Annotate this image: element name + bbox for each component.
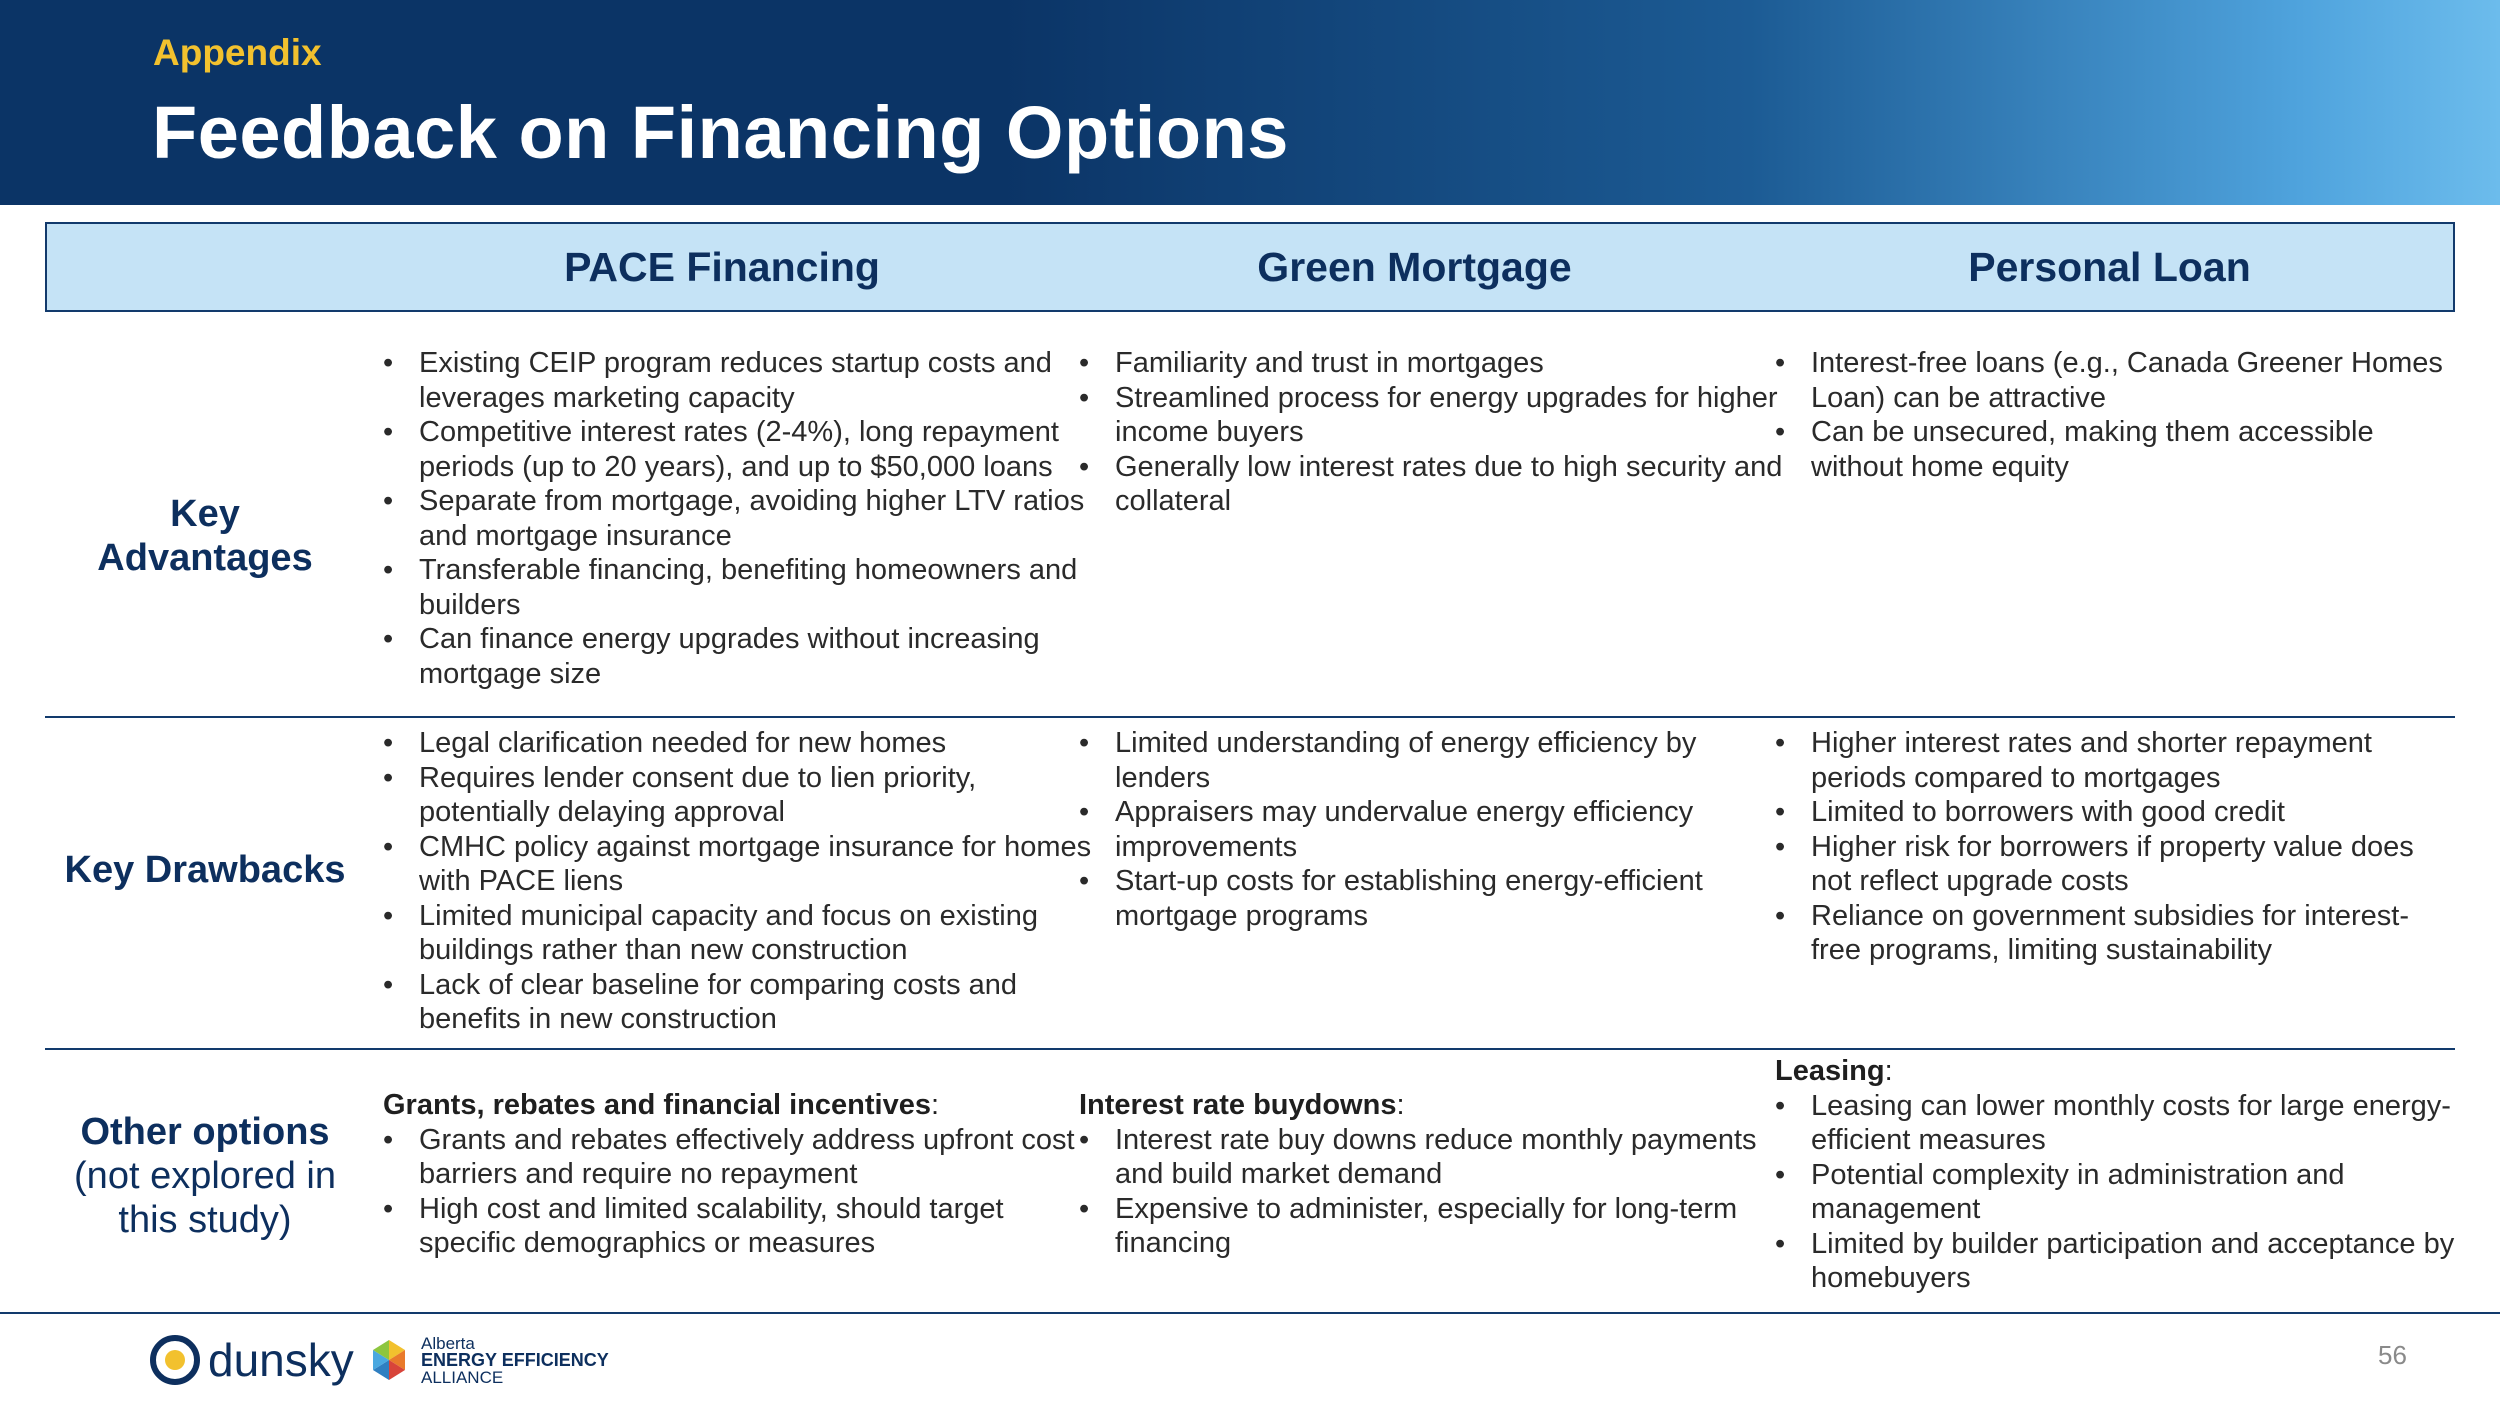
bullet-marker: • bbox=[1079, 347, 1090, 379]
list-item-text: Requires lender consent due to lien priority, potentially delaying approval bbox=[419, 761, 977, 828]
list-item bbox=[383, 968, 1093, 1037]
list-item bbox=[1079, 726, 1789, 795]
list-item-text: Expensive to administer, especially for long-term financing bbox=[1115, 1192, 1738, 1259]
list-item-text: Higher risk for borrowers if property value does not reflect upgrade costs bbox=[1811, 830, 2414, 897]
list-item-text: Familiarity and trust in mortgages bbox=[1115, 347, 1544, 379]
list-item-text: Separate from mortgage, avoiding higher LTV ratios and mortgage insurance bbox=[419, 485, 1085, 552]
bullet-marker: • bbox=[1079, 727, 1090, 759]
list-item bbox=[383, 415, 1093, 484]
list-item-text: Potential complexity in administration and management bbox=[1811, 1158, 2345, 1225]
aeea-logo-line: Alberta bbox=[421, 1333, 475, 1353]
comparison-table bbox=[45, 222, 2455, 1294]
list-item-text: Limited municipal capacity and focus on existing buildings rather than new construction bbox=[419, 899, 1038, 966]
list-item bbox=[1775, 726, 2455, 795]
aeea-logo-icon bbox=[365, 1336, 413, 1384]
list-item bbox=[383, 726, 1093, 761]
cell-pace-drawbacks bbox=[383, 726, 1093, 1037]
row-label-main: Other options bbox=[80, 1111, 330, 1153]
bullet-marker: • bbox=[1079, 865, 1090, 897]
list-item-text: Limited to borrowers with good credit bbox=[1811, 796, 2285, 828]
column-header-personal-loan: Personal Loan bbox=[1968, 244, 2251, 290]
cell-mortgage-other: Interest rate buydowns: • Interest rate buy downs reduce monthly payments and build market demand • Expensive to administer, especially for long-term financing bbox=[1079, 1088, 1789, 1261]
list-item bbox=[1079, 795, 1789, 864]
bullet-marker: • bbox=[383, 485, 394, 517]
list-item-text: Start-up costs for establishing energy-efficient mortgage programs bbox=[1115, 865, 1703, 932]
bullet-marker: • bbox=[1775, 1158, 1786, 1191]
header-banner bbox=[0, 0, 2500, 205]
bullet-marker: • bbox=[1775, 1089, 1786, 1122]
dunsky-logo-icon bbox=[150, 1335, 200, 1385]
bullet-marker: • bbox=[1775, 1227, 1786, 1260]
cell-mortgage-drawbacks bbox=[1079, 726, 1789, 933]
aeea-logo-line: ENERGY EFFICIENCY bbox=[421, 1349, 609, 1370]
bullet-marker: • bbox=[383, 899, 394, 932]
row-label-drawbacks: Key Drawbacks bbox=[64, 849, 346, 891]
list-item-text: Transferable financing, benefiting homeowners and builders bbox=[419, 554, 1078, 621]
list-item-text: Leasing can lower monthly costs for large energy-efficient measures bbox=[1811, 1089, 2451, 1156]
list-item-text: Reliance on government subsidies for interest-free programs, limiting sustainability bbox=[1811, 899, 2410, 966]
list-item bbox=[383, 553, 1093, 622]
footer-divider bbox=[0, 1312, 2500, 1314]
list-item-text: Legal clarification needed for new homes bbox=[419, 727, 947, 759]
list-item bbox=[1079, 1123, 1789, 1192]
page-title: Feedback on Financing Options bbox=[152, 91, 1289, 174]
bullet-marker: • bbox=[1775, 830, 1786, 863]
aeea-logo-text bbox=[421, 1335, 609, 1386]
table-row-other-options bbox=[45, 1050, 2455, 1312]
list-item-text: Grants and rebates effectively address upfront cost barriers and require no repayment bbox=[419, 1123, 1075, 1190]
list-item bbox=[1775, 1158, 2455, 1227]
list-item-text: CMHC policy against mortgage insurance for homes with PACE liens bbox=[419, 830, 1092, 897]
list-item bbox=[1079, 450, 1789, 519]
aeea-logo-line: ALLIANCE bbox=[421, 1367, 504, 1387]
column-header-pace: PACE Financing bbox=[564, 244, 880, 290]
bullet-marker: • bbox=[1775, 727, 1786, 759]
list-item bbox=[383, 1123, 1093, 1192]
bullet-marker: • bbox=[383, 727, 394, 759]
list-item bbox=[1079, 381, 1789, 450]
list-item bbox=[1079, 864, 1789, 933]
cell-pace-advantages bbox=[383, 346, 1093, 691]
list-item bbox=[1775, 1089, 2455, 1158]
table-header-row bbox=[45, 222, 2455, 312]
bullet-marker: • bbox=[383, 554, 394, 586]
cell-loan-other: Leasing: • Leasing can lower monthly costs for large energy-efficient measures • Potential complexity in administration and management • Limited by builder participation and acceptance by homebuyers bbox=[1775, 1055, 2455, 1294]
aeea-logo bbox=[365, 1328, 609, 1392]
list-item-text: Competitive interest rates (2-4%), long repayment periods (up to 20 years), and up to $50,000 loans bbox=[419, 416, 1059, 483]
bullet-marker: • bbox=[1775, 347, 1786, 379]
bullet-marker: • bbox=[1775, 899, 1786, 932]
bullet-marker: • bbox=[1079, 381, 1090, 414]
list-item-text: Limited understanding of energy efficiency by lenders bbox=[1115, 727, 1697, 794]
list-item bbox=[383, 761, 1093, 830]
list-item-text: Higher interest rates and shorter repayment periods compared to mortgages bbox=[1811, 727, 2372, 794]
bullet-marker: • bbox=[383, 1192, 394, 1225]
row-label-advantages bbox=[45, 492, 365, 580]
list-item-text: Interest rate buy downs reduce monthly payments and build market demand bbox=[1115, 1123, 1757, 1190]
bullet-marker: • bbox=[1775, 796, 1786, 828]
bullet-marker: • bbox=[383, 347, 394, 379]
bullet-marker: • bbox=[1079, 1123, 1090, 1156]
bullet-marker: • bbox=[1079, 1192, 1090, 1225]
row-label-other-options bbox=[45, 1110, 365, 1242]
row-label-line: Key bbox=[170, 493, 240, 535]
section-label: Appendix bbox=[153, 32, 322, 73]
list-item bbox=[1775, 899, 2455, 968]
cell-heading: Leasing bbox=[1775, 1055, 1885, 1087]
list-item bbox=[1775, 795, 2455, 830]
list-item bbox=[383, 622, 1093, 691]
list-item-text: Can be unsecured, making them accessible without home equity bbox=[1811, 416, 2374, 483]
list-item-text: Lack of clear baseline for comparing costs and benefits in new construction bbox=[419, 968, 1018, 1035]
bullet-marker: • bbox=[383, 968, 394, 1001]
cell-mortgage-advantages bbox=[1079, 346, 1789, 519]
list-item bbox=[383, 346, 1093, 415]
list-item-text: High cost and limited scalability, should target specific demographics or measures bbox=[419, 1192, 1004, 1259]
cell-heading: Grants, rebates and financial incentives bbox=[383, 1089, 931, 1121]
table-row-drawbacks bbox=[45, 718, 2455, 1050]
list-item bbox=[383, 899, 1093, 968]
bullet-marker: • bbox=[383, 1123, 394, 1156]
list-item-text: Can finance energy upgrades without increasing mortgage size bbox=[419, 623, 1040, 690]
list-item bbox=[1775, 1227, 2455, 1296]
list-item bbox=[1079, 1192, 1789, 1261]
dunsky-logo-text: dunsky bbox=[208, 1334, 354, 1386]
column-header-green-mortgage: Green Mortgage bbox=[1257, 244, 1572, 290]
cell-pace-other: Grants, rebates and financial incentives: • Grants and rebates effectively address upfront cost barriers and require no repayment • High cost and limited scalability, should target specific demographics or measures bbox=[383, 1088, 1093, 1261]
bullet-marker: • bbox=[1775, 416, 1786, 448]
row-label-sub: (not explored in this study) bbox=[74, 1155, 336, 1241]
cell-loan-advantages bbox=[1775, 346, 2455, 484]
page-number: 56 bbox=[2378, 1340, 2407, 1370]
dunsky-logo bbox=[150, 1330, 354, 1390]
list-item-text: Streamlined process for energy upgrades for higher income buyers bbox=[1115, 381, 1778, 448]
list-item bbox=[1079, 346, 1789, 381]
list-item bbox=[383, 1192, 1093, 1261]
list-item bbox=[1775, 830, 2455, 899]
list-item-text: Interest-free loans (e.g., Canada Greener Homes Loan) can be attractive bbox=[1811, 347, 2443, 414]
bullet-marker: • bbox=[1079, 450, 1090, 483]
row-label-line: Advantages bbox=[97, 537, 313, 579]
list-item-text: Generally low interest rates due to high security and collateral bbox=[1115, 450, 1783, 517]
bullet-marker: • bbox=[383, 830, 394, 863]
list-item-text: Existing CEIP program reduces startup costs and leverages marketing capacity bbox=[419, 347, 1052, 414]
cell-loan-drawbacks bbox=[1775, 726, 2455, 968]
bullet-marker: • bbox=[383, 761, 394, 794]
cell-heading: Interest rate buydowns bbox=[1079, 1089, 1397, 1121]
list-item bbox=[1775, 346, 2455, 415]
list-item bbox=[383, 830, 1093, 899]
list-item-text: Appraisers may undervalue energy efficiency improvements bbox=[1115, 796, 1694, 863]
table-row-advantages bbox=[45, 312, 2455, 718]
bullet-marker: • bbox=[383, 416, 394, 448]
bullet-marker: • bbox=[383, 623, 394, 655]
bullet-marker: • bbox=[1079, 796, 1090, 828]
list-item-text: Limited by builder participation and acceptance by homebuyers bbox=[1811, 1227, 2455, 1294]
list-item bbox=[383, 484, 1093, 553]
list-item bbox=[1775, 415, 2455, 484]
